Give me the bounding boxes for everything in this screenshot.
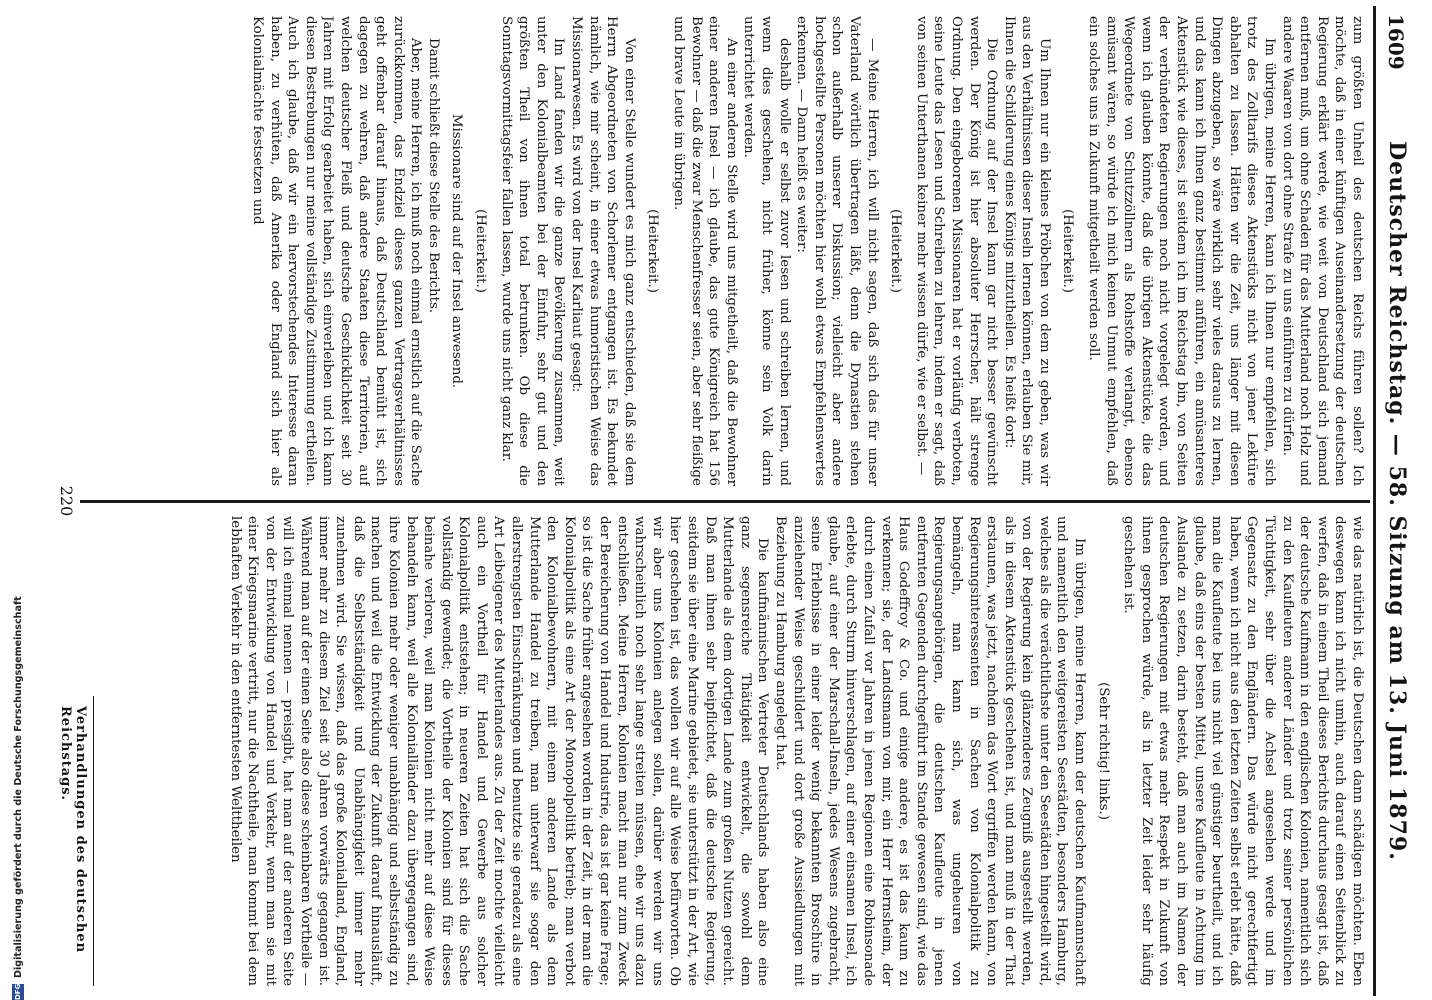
dfg-logo-icon: DFG bbox=[14, 983, 22, 1000]
credit-text: Digitalisierung gefördert durch die Deutsche Forschungsgemeinschaft bbox=[12, 596, 24, 978]
reaction-note: (Heiterkeit.) bbox=[473, 209, 489, 293]
left-paragraph: Von einer Stelle wundert es mich ganz entschieden, daß sie dem Herrn Abgeordneten von Schorlemer entgangen ist. Es bekundet nämlich, wie mir scheint, in einer etwas humoristischen Weise das Missionarwesen. Es wird von der Insel Karliaut gesagt: bbox=[569, 16, 637, 486]
left-paragraph: Im übrigen, meine Herren, kann ich Ihnen nur empfehlen, sich trotz des Zolltarifs dieses Aktenstücks nicht von jener Lektüre abhalten zu lassen. Hätten wir die Zeit, uns länger mit diesen Dingen abzugeben, so wäre wirklich sehr vieles daraus zu lernen, und das kann ich Ihnen ganz bestimmt anführen, ein amüsanteres Aktenstück wie dieses, ist seitdem ich im Reichstag bin, von Seiten der verbündeten Regierungen noch nicht vorgelegt worden, und wenn ich glauben könnte, daß die übrigen Aktenstücke, die das Wegeordnete von Schutzzöllnern als Rohstoffe verlangt, ebenso amüsant wären, so würde ich mich keinen Unmut empfehlen, daß ein solches uns in Zukunft mitgetheilt werden soll. bbox=[1086, 16, 1278, 486]
rotated-print-page bbox=[31, 6, 1416, 996]
reaction-note: (Heiterkeit.) bbox=[645, 209, 661, 293]
left-paragraph: Aber, meine Herren, ich muß noch einmal ernstlich auf die Sache zurückkommen, das Endziel dieses ganzen Vertragsverhältnisses geht offenbar darauf hinaus, daß Deutschland bemüht ist, sich dagegen zu wehren, daß andere Staaten diese Territorien, auf welchen deutscher Fleiß und deutsche Geschicklichkeit seit 30 Jahren mit Erfolg gearbeitet haben, sich einverleiben und ich kann diesen Bestrebungen nur meine vollständige Zustimmung ertheilen. Auch ich glaube, daß wir ein hervorstechendes Interesse daran haben, zu verhüten, daß Amerika oder England sich hier als Kolonialmächte festsetzen und bbox=[249, 16, 424, 486]
left-paragraph: Damit schließt diese Stelle des Berichts. bbox=[425, 38, 441, 314]
right-paragraph: wie das natürlich ist, die Deutschen dann schädigen möchten. Eben deswegen kann ich nicht umhin, auch darauf einen Seitenblick zu werfen, daß in einem Theil dieses Berichts durchaus gesagt ist, daß der deutsche Kaufmann in den englischen Kolonien, namentlich sich zu den Kaufleuten anderer Länder und trotz seiner persönlichen Tüchtigkeit, sehr über die Achsel angesehen werde und im Gegensatz zu den Engländern. Das würde nicht gerechtfertigt haben, wenn ich nicht aus den letzten Zeiten selbst erlebt hätte, daß man die Kaufleute bei uns nicht viel günstiger beurtheilt, und ich glaube, daß eins der besten Mittel, unsere Kaufleute in Achtung im Auslande zu setzen, darin besteht, daß man auch im Namen der deutschen Regierungen mit etwas mehr Respekt in Zukunft von ihnen gesprochen würde, als in letzter Zeit leider sehr häufig geschehen ist. bbox=[1121, 516, 1365, 986]
reaction-note: (Heiterkeit.) bbox=[1060, 209, 1076, 293]
reaction-note: (Heiterkeit.) bbox=[888, 209, 904, 293]
page-header bbox=[1376, 6, 1416, 996]
column-divider bbox=[80, 500, 1370, 503]
digitisation-credit bbox=[10, 0, 26, 1000]
right-paragraph: Die kaufmännischen Vertreter Deutschlands haben also eine ganz segensreiche Thätigkeit entwickelt, die sowohl dem Mutterlande als dem dortigen Lande zum großen Nutzen gereicht. Daß man ihnen sehr beipflichtet, daß die deutsche Regierung, seitdem sie über eine Marine gebietet, sie unterstützt in der Art, wie hier geschehen ist, das wollen wir auf alle Weise befürworten. Ob wir aber uns Kolonien anlegen sollen, darüber werden wir uns wahrscheinlich noch sehr lange streiten müssen, ehe wir uns dazu entschließen. Meine Herren, Kolonien macht man nur zum Zweck der Bereicherung von Handel und Industrie, das ist gar keine Frage; so ist die Sache früher angesehen worden in der Zeit, in der man die Kolonialpolitik als eine Art der Monopolpolitik betrieb; man verbot den Kolonialbewohnern, mit einem anderen Lande als dem Mutterlande Handel zu treiben, man unterwarf sie sogar den allerstrengsten Einschränkungen und benutzte sie geradezu als eine Art Leibeigener des Mutterlandes aus. Zu der Zeit mochte vielleicht auch ein Vortheil für Handel und Gewerbe aus solcher Kolonialpolitik entstehen; in neueren Zeiten hat sich die Sache vollständig gewendet; die Vortheile der Kolonien sind für dieses beinahe verloren, weil man Kolonien nicht mehr auf diese Weise behandeln kann, weil alle Kolonialländer dazu übergegangen sind, ihre Kolonien mehr oder weniger unabhängig und selbstständig zu machen und weil die Entwicklung der Zukunft darauf hinausläuft, daß die Selbstständigkeit und Unabhängigkeit immer mehr zunehmen wird. Sie wissen, daß das große Kolonialland, England, immer mehr zu diesem Ziel seit 30 Jahren vorwärts gegangen ist. Während man auf der einen Seite also diese scheinbaren Vortheile — will ich einmal nennen — preisgibt, hat man auf der anderen Seite von der Entwicklung von Handel und Verkehr, wenn man sie mit einer Kriegsmarine vertritt, nur die Nachtheile, man kommt bei dem lebhaften Verkehr in den entferntesten Welttheilen bbox=[227, 516, 771, 986]
quoted-passage: Die Ordnung auf der Insel kann gar nicht besser gewünscht werden. Der König ist hier absoluter Herrscher, hält strenge Ordnung. Den eingeborenen Missionaren hat er vorläufig verboten, seine Leute das Lesen und Schreiben zu lehren, indem er sagt, daß von seinen Unterthanen keiner mehr wissen dürfe, wie er selbst. — bbox=[913, 16, 1000, 486]
left-paragraph: Um Ihnen nur ein kleines Pröbchen von dem zu geben, was wir aus den Verhältnissen dieser Inseln lernen können, erlauben Sie mir, Ihnen die Schilderung eines Königs mitzutheilen. Es heißt dort: bbox=[1001, 16, 1052, 486]
quoted-passage: deshalb wolle er selbst zuvor lesen und schreiben lernen, und wenn dies geschehen, nicht früher, könne sein Volk darin unterrichtet werden. bbox=[741, 16, 792, 486]
left-paragraph: — Meine Herren, ich will nicht sagen, daß sich das für unser Vaterland wörtlich übertragen läßt, denn die Dynastien stehen schon außerhalb unserer Diskussion; vielleicht aber andere hochgestellte Personen möchten hier wohl etwas Empfehlenswertes erkennen. — Dann heißt es weiter: bbox=[794, 16, 880, 486]
footer-page-number: 220 bbox=[57, 485, 76, 517]
right-column bbox=[106, 516, 1366, 986]
left-column bbox=[106, 16, 1366, 486]
left-paragraph: zum größten Unheil des deutschen Reichs führen sollen? Ich möchte, daß in einer künftigen Auseinandersetzung der deutschen Regierung erklärt werde, wie weit von Deutschland sich jemand entfernen muß, um ohne Schaden für das Mutterland noch Holz und andere Waaren von dort ohne Strafe zu uns einführen zu dürfen. bbox=[1279, 16, 1365, 486]
header-page-number: 1609 bbox=[1384, 14, 1408, 70]
footer-rule bbox=[93, 696, 94, 986]
quoted-passage: Im Land fanden wir die ganze Bevölkerung zusammen, weit unter den Kolonialbeamten bei der Einfuhr, sehr gut und den größten Theil von ihnen total betrunken. Ob diese die Sonntagsvormittagsfeier fallen lassen, wurde uns nicht ganz klar. bbox=[498, 16, 567, 486]
footer-signature: Verhandlungen des deutschen Reichstags. bbox=[58, 706, 88, 954]
quoted-passage: Missionare sind auf der Insel anwesend. bbox=[449, 113, 465, 389]
left-paragraph: An einer anderen Stelle wird uns mitgetheilt, daß die Bewohner einer anderen Insel — ich glaube, das gute Königreich hat 156 Bewohner — daß die zwar Menschenfresser seien, aber sehr fleißige und brave Leute im übrigen. bbox=[671, 16, 739, 486]
right-paragraph: Im übrigen, meine Herren, kann der deutschen Kaufmannschaft und namentlich den weitgereisten Seestädten, besonders Hamburg, welches als die verächtlichste unter den Seestädten hingestellt wird, von der Regierung kein glänzenderes Zeugniß ausgestellt werden, als in diesem Aktenstück geschehen ist, und man muß in der That erstaunen, was jetzt, nachdem das Wort ergriffen werden kann, von Regierungsinteressenten in Sachen von Kolonialpolitik zu bemängeln, man kann sich, was ungeheuren von Regierungsangehörigen, die deutschen Kaufleute in jenen entfernten Gegenden durchgeführt im Stande gewesen sind, wie das Haus Godeffroy & Co. und einige andere, es ist das kaum zu verkennen; sie, der Landsmann von mir, ein Herr Hernsheim, der durch einen Zufall vor Jahren in jenen Regionen eine Robinsonade erlebte, durch Sturm hinverschlagen, auf einer einsamen Insel, ich glaube, auf einer der Marschall-Inseln, jedes Wesens zugebracht, seine Erlebnisse in einer leider wenig bekannten Broschüre in anziehender Weise geschildert und dort große Aussiedlungen mit Beziehung zu Hamburg angelegt hat. bbox=[773, 516, 1088, 986]
header-rule bbox=[1373, 6, 1376, 996]
reaction-note: (Sehr richtig! links.) bbox=[1095, 682, 1111, 820]
header-title: Deutscher Reichstag. — 58. Sitzung am 13. Juni 1879. bbox=[1384, 141, 1410, 861]
